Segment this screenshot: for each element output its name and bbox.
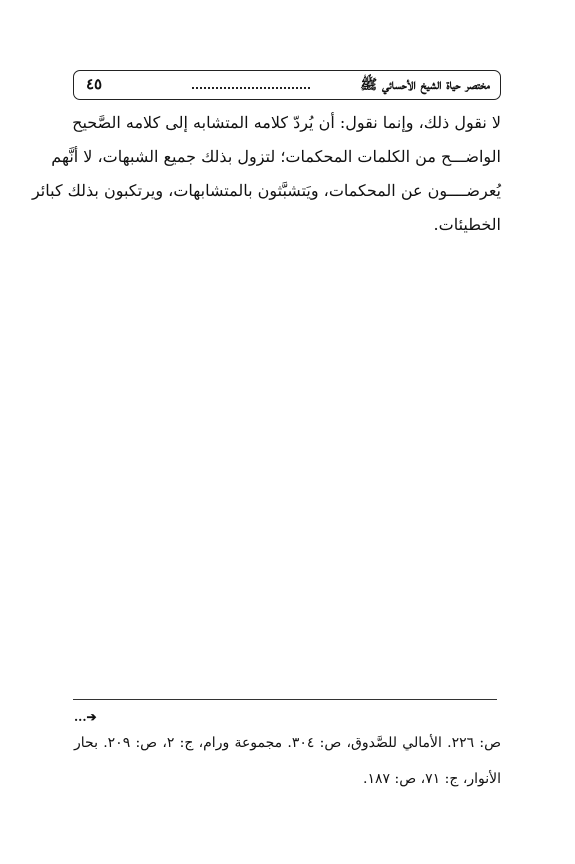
body-line: الواضـــح من الكلمات المحكمات؛ لتزول بذلك جميع الشبهات، لا أنَّهم bbox=[51, 147, 501, 166]
footnote bbox=[74, 725, 501, 797]
header-title: مختصر حياة الشيخ الأحسائي ﷺ bbox=[360, 77, 490, 93]
body-line: لا نقول ذلك، وإنما نقول: أن يُردّ كلامه المتشابه إلى كلامه الصَّحيح bbox=[72, 113, 501, 132]
running-header bbox=[73, 70, 501, 100]
footnote-line: ص: ٢٢٦. الأمالي للصَّدوق، ص: ٣٠٤. مجموعة ورام، ج: ٢، ص: ٢٠٩. بحار bbox=[74, 735, 502, 751]
body-paragraph bbox=[31, 106, 501, 242]
header-leader-dots bbox=[192, 87, 310, 89]
body-line: الخطيئات. bbox=[433, 215, 501, 234]
continuation-arrow-icon: ...➔ bbox=[74, 710, 97, 724]
body-line: يُعرضــــون عن المحكمات، ويَتشبَّثون بالمتشابهات، ويرتكبون بذلك كبائر bbox=[31, 181, 501, 200]
page-number: ٤٥ bbox=[86, 75, 103, 93]
footnote-separator bbox=[73, 699, 497, 700]
footnote-line: الأنوار، ج: ٧١، ص: ١٨٧. bbox=[363, 771, 501, 787]
